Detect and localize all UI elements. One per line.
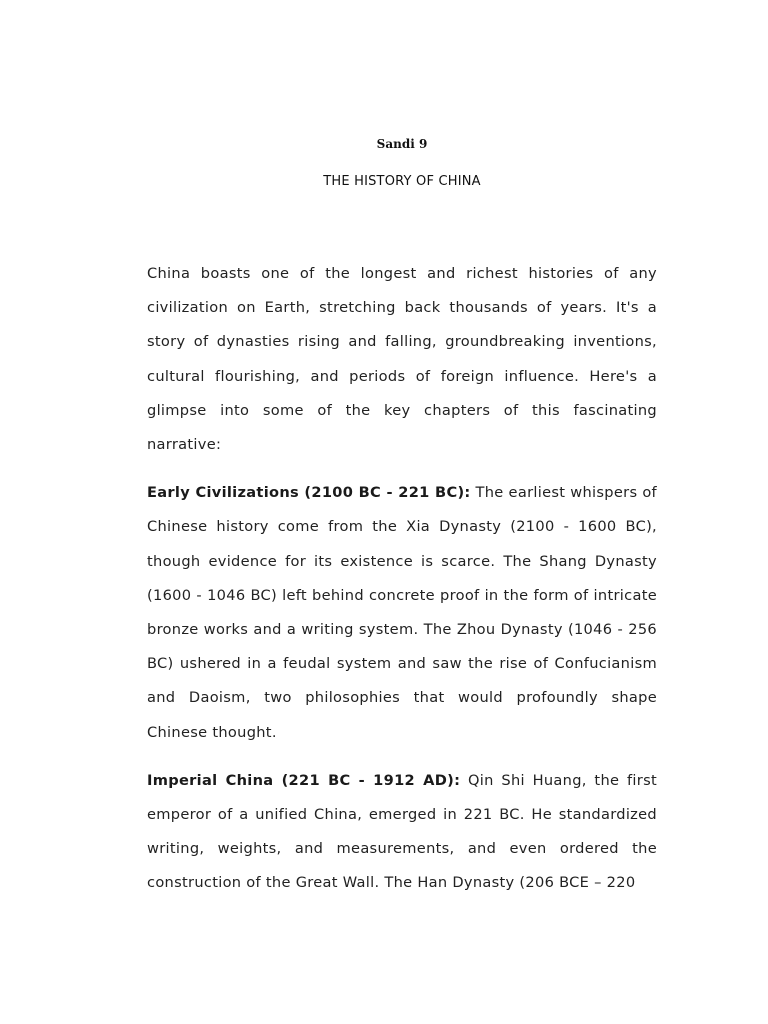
body-text	[147, 257, 657, 915]
paragraph-lead: Early Civilizations (2100 BC - 221 BC):	[147, 484, 471, 502]
document-title: THE HISTORY OF CHINA	[323, 174, 481, 189]
paragraph-text: The earliest whispers of Chinese history come from the Xia Dynasty (2100 - 1600 BC), though evidence for its existence is scarce. The Shang Dynasty (1600 - 1046 BC) left behind concrete proof in the form of intricate bronze works and a writing system. The Zhou Dynasty (1046 - 256 BC) ushered in a feudal system and saw the rise of Confucianism and Daoism, two philosophies that would profoundly shape Chinese thought.	[147, 484, 657, 741]
paragraph-early-civilizations	[147, 476, 657, 750]
paragraph-text: Qin Shi Huang, the first emperor of a unified China, emerged in 221 BC. He standardized writing, weights, and measurements, and even ordered the construction of the Great Wall. The Han Dynasty (206 BCE – 220	[147, 771, 658, 892]
paragraph-imperial-china	[147, 764, 657, 901]
paragraph-intro	[147, 257, 657, 462]
running-head: Sandi 9	[376, 137, 428, 151]
paragraph-lead: Imperial China (221 BC - 1912 AD):	[147, 771, 461, 789]
paragraph-text: China boasts one of the longest and richest histories of any civilization on Earth, stretching back thousands of years. It's a story of dynasties rising and falling, groundbreaking inventions, cultural flourishing, and periods of foreign influence. Here's a glimpse into some of the key chapters of this fascinating narrative:	[147, 265, 657, 454]
